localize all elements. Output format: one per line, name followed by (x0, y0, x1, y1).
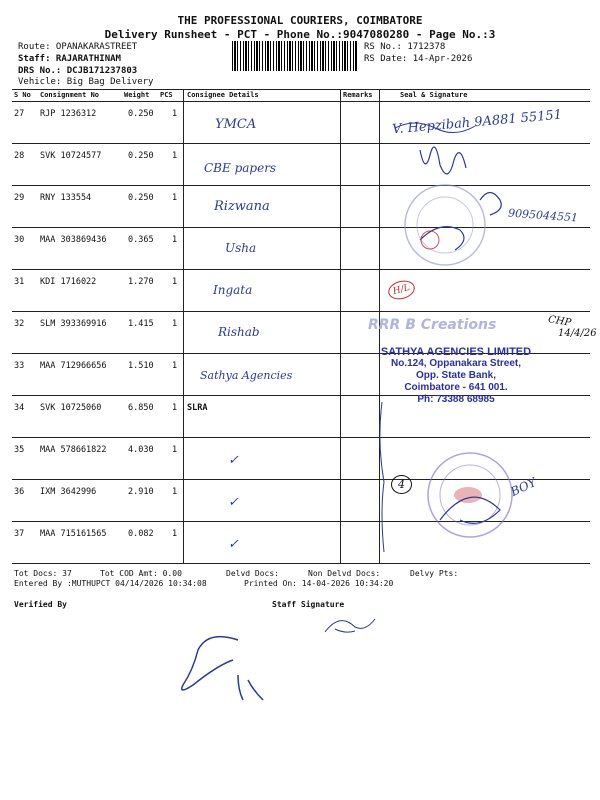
handwritten-date: 14/4/26 (558, 328, 597, 339)
row-pcs: 1 (172, 487, 178, 497)
row-weight: 1.510 (128, 361, 154, 371)
col-seal: Seal & Signature (400, 91, 468, 99)
row-consignment: SVK 10725060 (40, 403, 102, 413)
drs-label: DRS No.: DCJB171237803 (18, 66, 138, 76)
handwritten-number: 4 (391, 475, 412, 494)
row-sno: 27 (14, 109, 25, 119)
rs-number: RS No.: 1712378 (364, 42, 446, 52)
handwritten-seal: V. Hepzibah 9A881 55151 (391, 107, 563, 138)
row-pcs: 1 (172, 445, 178, 455)
tot-cod-amt: Tot COD Amt: 0.00 (100, 569, 182, 578)
row-sno: 31 (14, 277, 25, 287)
stamp-line: Ph: 73388 68985 (417, 394, 495, 405)
stamp-line: SATHYA AGENCIES LIMITED (380, 346, 532, 358)
row-pcs: 1 (172, 403, 178, 413)
row-consignment: MAA 303869436 (40, 235, 107, 245)
handwritten-consignee: Usha (225, 241, 257, 255)
row-pcs: 1 (172, 529, 178, 539)
col-sno: S No (14, 91, 31, 99)
row-consignment: RJP 1236312 (40, 109, 97, 119)
row-pcs: 1 (172, 277, 178, 287)
red-mark: H/L (386, 278, 417, 302)
row-sno: 35 (14, 445, 25, 455)
stamp-line: Coimbatore - 641 001. (404, 382, 508, 393)
row-consignment: IXM 3642996 (40, 487, 97, 497)
handwritten-boy: BOY (508, 474, 539, 500)
delvy-pts: Delvy Pts: (410, 569, 459, 578)
row-weight: 6.850 (128, 403, 154, 413)
row-consignment: MAA 712966656 (40, 361, 107, 371)
row-consignment: KDI 1716022 (40, 277, 97, 287)
row-pcs: 1 (172, 319, 178, 329)
handwritten-initials: CHP (547, 314, 572, 329)
entered-by: Entered By :MUTHUPCT 04/14/2026 10:34:08 (14, 579, 207, 588)
row-weight: 1.415 (128, 319, 154, 329)
row-sno: 34 (14, 403, 25, 413)
row-sno: 32 (14, 319, 25, 329)
row-consignment: MAA 578661822 (40, 445, 107, 455)
row-consignment: RNY 133554 (40, 193, 92, 203)
row-consignment: SLM 393369916 (40, 319, 107, 329)
check-mark: ✓ (228, 453, 239, 468)
company-title: THE PROFESSIONAL COURIERS, COIMBATORE (177, 14, 423, 27)
check-mark: ✓ (228, 537, 239, 552)
row-sno: 29 (14, 193, 25, 203)
handwritten-consignee: Rizwana (214, 199, 270, 214)
row-pcs: 1 (172, 361, 178, 371)
row-weight: 0.250 (128, 193, 154, 203)
row-pcs: 1 (172, 109, 178, 119)
stamp-line: Opp. State Bank, (415, 370, 496, 381)
row-pcs: 1 (172, 193, 178, 203)
row-pcs: 1 (172, 235, 178, 245)
row-sno: 36 (14, 487, 25, 497)
row-sno: 28 (14, 151, 25, 161)
non-delvd-docs: Non Delvd Docs: (308, 569, 381, 578)
row-pcs: 1 (172, 151, 178, 161)
creations-stamp: RRR B Creations (368, 317, 497, 333)
verified-by: Verified By (14, 600, 67, 609)
row-weight: 0.082 (128, 529, 154, 539)
staff-signature: Staff Signature (272, 600, 345, 609)
row-consignment: SVK 10724577 (40, 151, 102, 161)
row-consignment: MAA 715161565 (40, 529, 107, 539)
row-weight: 0.250 (128, 151, 154, 161)
staff-label: Staff: RAJARATHINAM (18, 54, 121, 64)
col-consignment: Consignment No (40, 91, 100, 99)
row-sno: 37 (14, 529, 25, 539)
printed-on: Printed On: 14-04-2026 10:34:20 (244, 579, 394, 588)
row-weight: 1.270 (128, 277, 154, 287)
handwritten-consignee: Ingata (213, 283, 253, 297)
col-consignee: Consignee Details (187, 91, 259, 99)
row-weight: 4.030 (128, 445, 154, 455)
vehicle-label: Vehicle: Big Bag Delivery (18, 77, 154, 87)
handwritten-consignee: Rishab (218, 325, 260, 339)
handwritten-consignee: YMCA (215, 117, 257, 132)
delvd-docs: Delvd Docs: (226, 569, 279, 578)
col-pcs: PCS (160, 91, 173, 99)
row-sno: 30 (14, 235, 25, 245)
handwritten-consignee: CBE papers (204, 161, 277, 175)
runsheet-subtitle: Delivery Runsheet - PCT - Phone No.:9047080280 - Page No.:3 (104, 28, 496, 41)
row-weight: 0.365 (128, 235, 154, 245)
row-sno: 33 (14, 361, 25, 371)
check-mark: ✓ (228, 495, 239, 510)
row-weight: 0.250 (128, 109, 154, 119)
consignee-details: SLRA (187, 403, 208, 413)
handwritten-phone: 9095044551 (507, 206, 579, 225)
col-weight: Weight (124, 91, 150, 99)
col-remarks: Remarks (343, 91, 373, 99)
rs-date: RS Date: 14-Apr-2026 (364, 54, 473, 64)
tot-docs: Tot Docs: 37 (14, 569, 72, 578)
handwritten-consignee: Sathya Agencies (200, 369, 293, 382)
route-label: Route: OPANAKARASTREET (18, 42, 138, 52)
row-weight: 2.910 (128, 487, 154, 497)
stamp-line: No.124, Oppanakara Street, (390, 358, 522, 369)
